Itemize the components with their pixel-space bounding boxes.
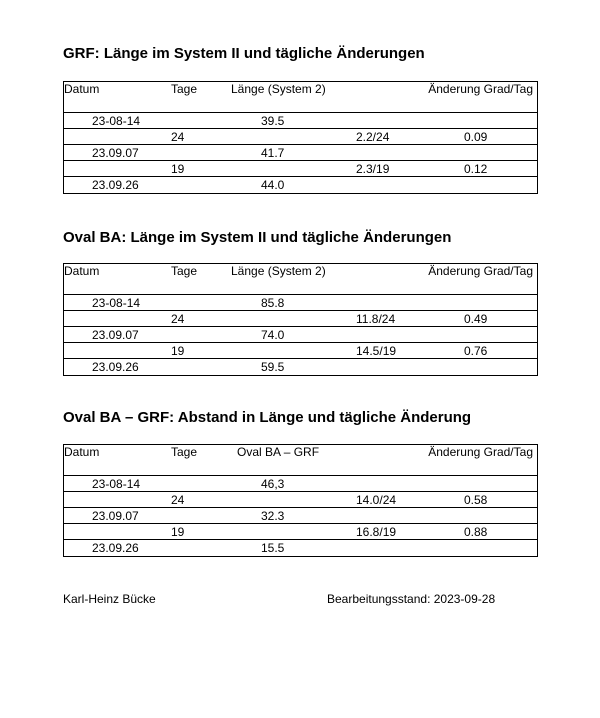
cell-laenge: 44.0 (261, 178, 285, 192)
cell-rate: 0.09 (464, 130, 488, 144)
cell-abstand: 32.3 (261, 509, 285, 523)
cell-tage: 19 (171, 162, 185, 176)
table-row (64, 311, 537, 327)
header-datum: Datum (64, 445, 100, 459)
cell-abstand: 46,3 (261, 477, 285, 491)
header-rate: Änderung Grad/Tag (428, 445, 533, 459)
cell-datum: 23.09.26 (92, 360, 139, 374)
table-row (64, 327, 537, 343)
table-row (64, 177, 537, 193)
cell-tage: 24 (171, 130, 185, 144)
table-abstand (63, 444, 538, 557)
cell-laenge: 85.8 (261, 296, 285, 310)
table-row (64, 508, 537, 524)
footer-author: Karl-Heinz Bücke (63, 592, 156, 606)
header-rate: Änderung Grad/Tag (428, 82, 533, 96)
cell-rate: 0.76 (464, 344, 488, 358)
cell-datum: 23.09.07 (92, 509, 139, 523)
header-laenge: Länge (System 2) (231, 264, 326, 278)
cell-laenge: 39.5 (261, 114, 285, 128)
table-row (64, 540, 537, 556)
header-abstand: Oval BA – GRF (237, 445, 320, 459)
header-tage: Tage (171, 445, 198, 459)
section-title-grf: GRF: Länge im System II und tägliche Änderungen (63, 45, 425, 62)
cell-datum: 23.09.07 (92, 146, 139, 160)
header-datum: Datum (64, 82, 100, 96)
cell-tage: 19 (171, 344, 185, 358)
cell-datum: 23.09.26 (92, 178, 139, 192)
cell-tage: 24 (171, 312, 185, 326)
cell-ratio: 11.8/24 (356, 312, 396, 326)
cell-ratio: 14.0/24 (356, 493, 397, 507)
table-row (64, 476, 537, 492)
cell-ratio: 2.2/24 (356, 130, 390, 144)
cell-rate: 0.49 (464, 312, 488, 326)
table-row (64, 129, 537, 145)
cell-rate: 0.58 (464, 493, 488, 507)
table-row (64, 113, 537, 129)
header-laenge: Länge (System 2) (231, 82, 326, 96)
header-tage: Tage (171, 82, 198, 96)
cell-datum: 23-08-14 (92, 477, 141, 491)
cell-laenge: 59.5 (261, 360, 285, 374)
table-header (64, 445, 537, 476)
section-title-oval-ba: Oval BA: Länge im System II und tägliche Änderungen (63, 229, 452, 246)
footer-status: Bearbeitungsstand: 2023-09-28 (327, 592, 496, 606)
table-row (64, 343, 537, 359)
table-row (64, 492, 537, 508)
cell-rate: 0.88 (464, 525, 488, 539)
cell-tage: 24 (171, 493, 185, 507)
header-tage: Tage (171, 264, 198, 278)
cell-datum: 23.09.26 (92, 541, 139, 555)
header-rate: Änderung Grad/Tag (428, 264, 533, 278)
cell-abstand: 15.5 (261, 541, 285, 555)
cell-tage: 19 (171, 525, 185, 539)
cell-datum: 23-08-14 (92, 114, 141, 128)
table-row (64, 524, 537, 540)
cell-ratio: 14.5/19 (356, 344, 397, 358)
table-grf (63, 81, 538, 194)
header-datum: Datum (64, 264, 100, 278)
table-row (64, 295, 537, 311)
cell-laenge: 74.0 (261, 328, 285, 342)
section-title-abstand: Oval BA – GRF: Abstand in Länge und tägliche Änderung (63, 409, 472, 426)
table-row (64, 161, 537, 177)
cell-rate: 0.12 (464, 162, 488, 176)
table-row (64, 145, 537, 161)
cell-datum: 23.09.07 (92, 328, 139, 342)
table-header (64, 82, 537, 113)
table-header (64, 264, 537, 295)
table-row (64, 359, 537, 375)
table-oval-ba (63, 263, 538, 376)
cell-ratio: 16.8/19 (356, 525, 397, 539)
cell-datum: 23-08-14 (92, 296, 141, 310)
cell-ratio: 2.3/19 (356, 162, 390, 176)
cell-laenge: 41.7 (261, 146, 285, 160)
